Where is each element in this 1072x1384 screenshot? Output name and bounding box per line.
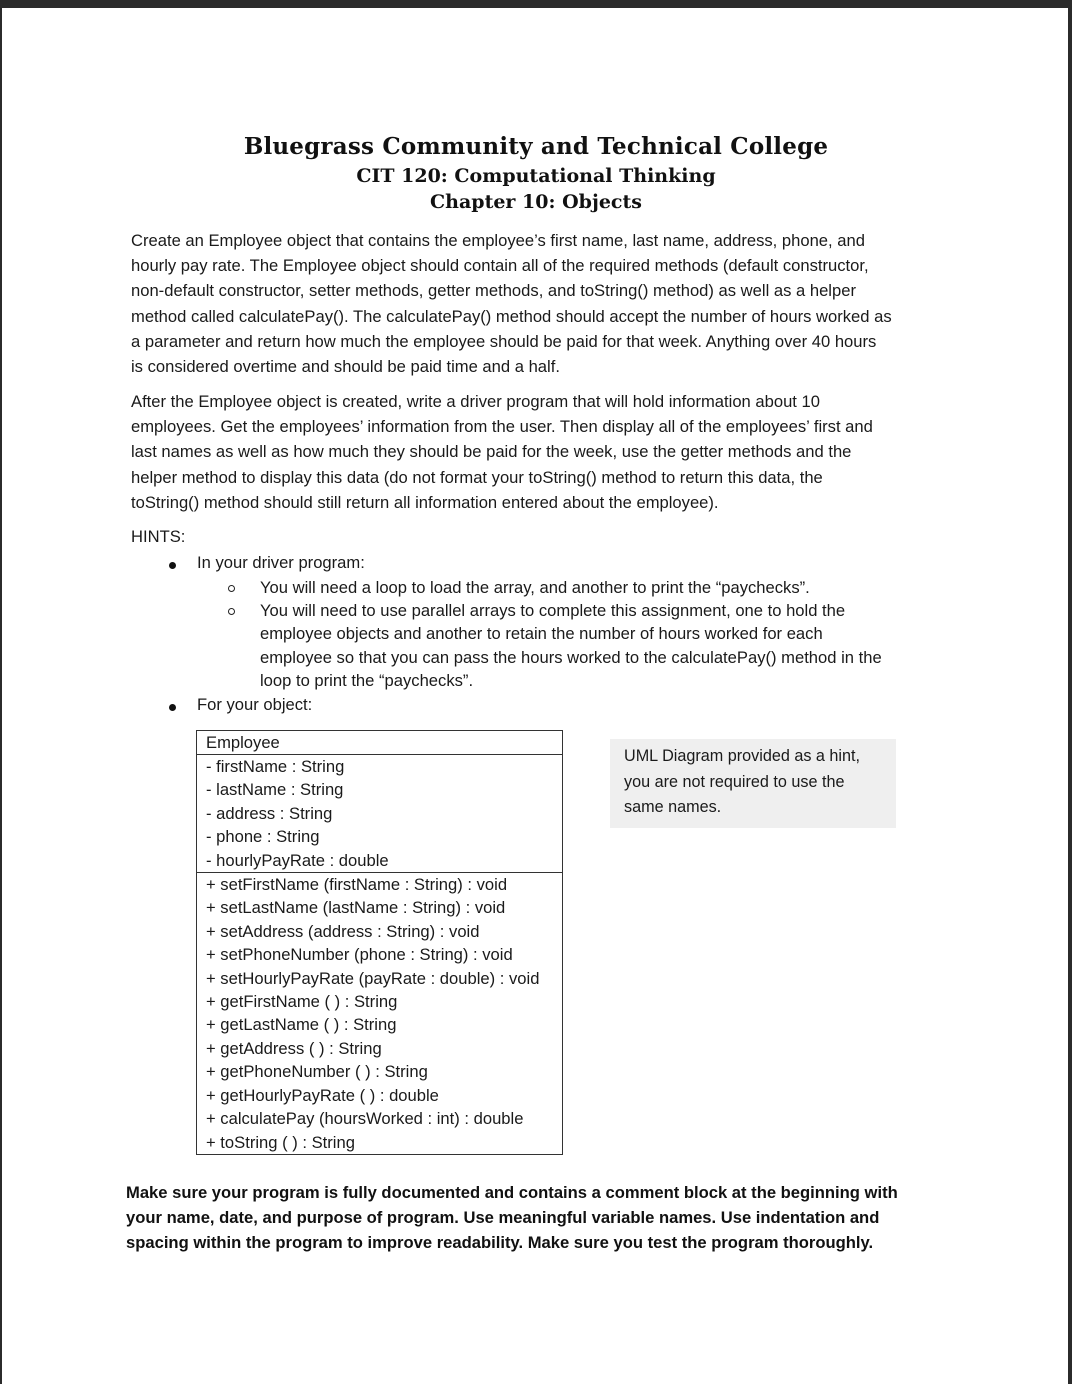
paragraph-line: Create an Employee object that contains the employee’s first name, last name, address, phone, and <box>131 231 865 250</box>
hint-bullet-driver: In your driver program: <box>197 553 365 572</box>
uml-method: + toString ( ) : String <box>206 1132 355 1152</box>
final-line: Make sure your program is fully documented and contains a comment block at the beginning with <box>126 1183 898 1202</box>
note-line: same names. <box>624 798 722 817</box>
paragraph-line: is considered overtime and should be paid time and a half. <box>131 357 560 377</box>
final-line: spacing within the program to improve readability. Make sure you test the program thoroughly. <box>126 1233 874 1253</box>
hint-line: loop to print the “paychecks”. <box>260 671 474 691</box>
document-page <box>2 8 1068 1384</box>
sub-bullet-icon <box>228 585 235 592</box>
paragraph-line: a parameter and return how much the employee should be paid for that week. Anything over 40 hours <box>131 331 877 351</box>
uml-method: + getAddress ( ) : String <box>206 1038 382 1058</box>
uml-method: + getFirstName ( ) : String <box>206 992 398 1012</box>
uml-methods <box>197 873 562 1154</box>
note-line: UML Diagram provided as a hint, <box>624 747 861 765</box>
hint-line: You will need to use parallel arrays to complete this assignment, one to hold the <box>260 601 846 620</box>
hint-sub-parallel <box>260 599 882 693</box>
paragraph-line: non-default constructor, setter methods, getter methods, and toString() method) as well as a helper <box>131 281 856 301</box>
uml-method: + getLastName ( ) : String <box>206 1015 397 1035</box>
uml-method: + setFirstName (firstName : String) : void <box>206 875 508 895</box>
chapter-title: Chapter 10: Objects <box>430 191 642 213</box>
final-line: your name, date, and purpose of program. Use meaningful variable names. Use indentation and <box>126 1208 880 1228</box>
uml-attribute: - address : String <box>206 803 333 823</box>
uml-class-name-text: Employee <box>206 733 280 752</box>
paragraph-line: last names as well as how much they should be paid for the week, use the getter methods and the <box>131 442 852 462</box>
college-title: Bluegrass Community and Technical College <box>243 133 829 160</box>
sub-bullet-icon <box>228 608 235 615</box>
uml-attribute: - hourlyPayRate : double <box>206 850 389 870</box>
hint-line: You will need a loop to load the array, and another to print the “paychecks”. <box>260 578 810 597</box>
final-instructions <box>126 1180 898 1256</box>
bullet-icon <box>169 704 176 711</box>
uml-method: + setLastName (lastName : String) : void <box>206 898 506 918</box>
uml-method: + setAddress (address : String) : void <box>206 921 480 941</box>
paragraph-line: After the Employee object is created, write a driver program that will hold information about 10 <box>131 392 820 411</box>
course-title: CIT 120: Computational Thinking <box>356 165 716 187</box>
uml-attributes <box>197 755 562 873</box>
uml-class-diagram <box>196 730 563 1155</box>
bullet-icon <box>169 562 176 569</box>
hint-bullet-object: For your object: <box>197 695 313 714</box>
paragraph-driver <box>131 389 951 515</box>
uml-attribute: - lastName : String <box>206 780 344 800</box>
uml-class-name <box>197 731 562 755</box>
paragraph-line: employees. Get the employees’ information from the user. Then display all of the employees’ first and <box>131 417 873 437</box>
note-line: you are not required to use the <box>624 772 845 791</box>
uml-method: + getHourlyPayRate ( ) : double <box>206 1085 439 1105</box>
paragraph-line: hourly pay rate. The Employee object should contain all of the required methods (default constructor, <box>131 256 869 276</box>
uml-method: + setHourlyPayRate (payRate : double) : void <box>206 968 540 988</box>
uml-method: + calculatePay (hoursWorked : int) : double <box>206 1109 524 1129</box>
uml-method: + setPhoneNumber (phone : String) : void <box>206 945 513 965</box>
paragraph-line: helper method to display this data (do not format your toString() method to return this data, the <box>131 467 823 487</box>
hint-line: employee so that you can pass the hours worked to the calculatePay() method in the <box>260 647 882 667</box>
hint-line: employee objects and another to retain the number of hours worked for each <box>260 624 823 644</box>
paragraph-line: method called calculatePay(). The calculatePay() method should accept the number of hours worked as <box>131 306 892 326</box>
uml-method: + getPhoneNumber ( ) : String <box>206 1062 428 1082</box>
hint-sub-loop <box>260 576 810 599</box>
uml-hint-note <box>610 739 896 828</box>
paragraph-intro <box>131 228 951 379</box>
paragraph-line: toString() method should still return all information entered about the employee). <box>131 492 719 512</box>
hints-label: HINTS: <box>131 527 186 546</box>
uml-attribute: - firstName : String <box>206 757 345 776</box>
uml-attribute: - phone : String <box>206 827 320 847</box>
